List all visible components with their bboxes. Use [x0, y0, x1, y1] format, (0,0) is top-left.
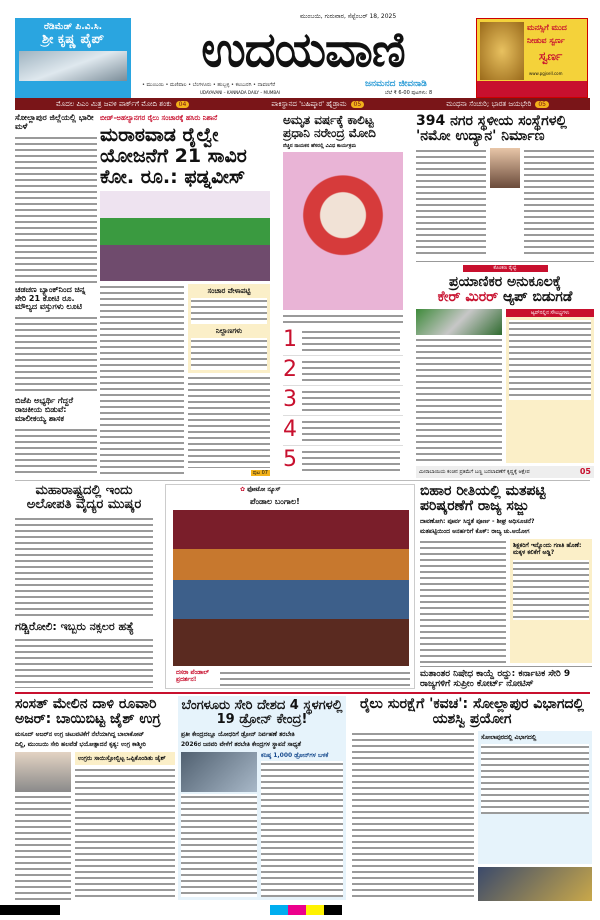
drone-bullet: 2026ರ ಜನವರಿ ವೇಳೆಗೆ ತರಬೇತಿ ಕೇಂದ್ರಗಳ ಸ್ಥಾಪನೆ ಸಾಧ್ಯತೆ [181, 741, 301, 749]
box-title: ಸೋಲಾಪುರದಲ್ಲಿ ವಿಭಾಗದಲ್ಲಿ [481, 733, 537, 741]
headline-gadchiroli[interactable]: ಗಡ್ಚಿರೋಲಿ: ಇಬ್ಬರು ನಕ್ಸಲರ ಹತ್ಯೆ [15, 620, 134, 634]
article-body [15, 315, 97, 394]
modi-photo[interactable] [283, 152, 403, 310]
headline-line: ಪ್ರಯಾಣಿಕರ ಅನುಕೂಲಕ್ಕೆ [449, 273, 561, 290]
train-kavach-photo [478, 867, 592, 901]
article-body [420, 539, 506, 663]
drone-photo [181, 752, 257, 792]
modi-column [283, 114, 403, 476]
azhar-body-row [15, 752, 175, 901]
masthead-title: ಉದಯವಾಣಿ [201, 22, 405, 78]
article-body [15, 794, 71, 901]
ad-title: ರೆಡಿಮೆಡ್ ಪಿ.ವಿ.ಸಿ. [43, 22, 103, 32]
ad-url: www.pgjsell.com [529, 71, 563, 76]
headline-modi[interactable]: ಅಮೃತ ವರ್ಷಕ್ಕೆ ಕಾಲಿಟ್ಟ ಪ್ರಧಾನಿ ನರೇಂದ್ರ ಮೋದಿ [283, 114, 376, 141]
headline-line: ಆ್ಯಪ್ ಬಿಡುಗಡೆ [502, 289, 573, 306]
headline-azhar[interactable]: ಸಂಸತ್ ಮೇಲಿನ ದಾಳಿ ರೂವಾರಿ ಅಜರ್: ಬಾಯಿಬಿಟ್ಟ ಜೈಶ್ ಉಗ್ರ [15, 697, 161, 728]
namo-body-row [416, 148, 594, 259]
pipes-image [19, 51, 127, 81]
box-title: ಆ್ಯಪ್‌ನಲ್ಲಿನ ಸೌಲಭ್ಯಗಳು [506, 309, 594, 318]
ad-line2: ನೀಡುವ ಸ್ವರ್ಣ [527, 36, 565, 45]
continued-label[interactable]: ಪುಟ 07 [252, 470, 268, 476]
konkan-text [416, 309, 502, 464]
stations-title: ನಿಲ್ದಾಣಗಳು [215, 327, 243, 336]
article-body [100, 284, 184, 476]
azhar-right [75, 752, 175, 901]
article-body [15, 516, 153, 619]
tagline: ಜನಮನದ ಜೀವನಾಡಿ [365, 79, 427, 89]
ad-swarna-jewellery[interactable] [476, 18, 588, 98]
article-body [15, 427, 97, 476]
drone-box-title: ಕನಿಷ್ಠ 1,000 ಡ್ರೋನ್‌ಗಳ ಬಳಕೆ [261, 751, 329, 759]
bihar-bullet: ಮತಪಟ್ಟಿಯಿಂದ ಅನರ್ಹರಿಗೆ ಕೊಕ್: ರಾಜ್ಯ ಚು.ಆಯೋಗ [420, 528, 530, 536]
headline-bihar[interactable]: ಬಿಹಾರ ರೀತಿಯಲ್ಲಿ ಮತಪಟ್ಟಿ ಪರಿಷ್ಕರಣೆಗೆ ರಾಜ್ಯ ಸಜ್ಜು [420, 484, 546, 515]
right-column [416, 114, 594, 478]
headline-red-part: ಕೇರ್ ಮಿರರ್ [437, 289, 499, 306]
ad-shree-krishna-pipe[interactable] [15, 18, 131, 98]
photo-news-label: ✿ ಫೋಟೋ ನ್ಯೂಸ್ [240, 486, 281, 493]
train-photo [416, 309, 502, 335]
article-body [416, 337, 502, 464]
divider [15, 692, 590, 694]
box-title: ಶಿಕ್ಷಕರಿಗೆ ಇನ್ನೊಂದು ಗಣತಿ ಹೊಣೆ: ಮಕ್ಕಳ ಕಲಿಕೆಗೆ ಅಡ್ಡಿ? [513, 541, 582, 557]
box-body [191, 338, 267, 370]
photo-side-label: ದಸರಾ ಪೆಂಡಾಲ್ ಪ್ರದರ್ಶನ! [176, 669, 209, 684]
kavach-column [352, 697, 592, 901]
shinde-photo [490, 148, 520, 188]
headline-konkan[interactable] [416, 275, 594, 306]
point-item: 2 [283, 356, 403, 386]
teaser-item[interactable]: ಪಾಕಿಸ್ಥಾನದ 'ಬಹಿಷ್ಕಾರ' ಹೈಡ್ರಾಮ 05 [271, 100, 364, 109]
fadnavis-flag-photo[interactable] [100, 191, 270, 281]
rail-side [188, 284, 270, 476]
jewellery-image [480, 22, 524, 80]
teaser-item[interactable]: ಮಂಧನಾ ಸೆಂಚುರಿ; ಭಾರತ ಜಯಭೇರಿ 05 [446, 100, 549, 109]
photo-news-title: ಪೆಂಡಾಲ ಬಂಗಾಲ! [250, 497, 300, 506]
article-body [416, 148, 486, 259]
azhar-bullet: ದಿಲ್ಲಿ, ಮುಂಬಯಿ ಸೇರಿ ಹಲವೆಡೆ ಭಯೋತ್ಪಾದನೆ ಕೃತ್ಯ: ಉಗ್ರ ಕಾಶ್ಮೀರಿ [15, 741, 146, 749]
edition-list: • ಮುಂಬಯಿ • ಮಣಿಪಾಲ • ಬೆಂಗಳೂರು • ಹುಬ್ಬಳ್ಳಿ • ಕಲಬುರಗಿ • ದಾವಣಗೆರೆ [142, 82, 276, 88]
kavach-body-row [352, 731, 592, 901]
article-body [181, 794, 257, 897]
drone-left [181, 752, 257, 897]
drone-bullet: ಪ್ರತೀ ಕೇಂದ್ರದಲ್ಲೂ ಯೋಧರಿಗೆ ಡ್ರೋನ್ ನಿರ್ವಹಣೆ ತರಬೇತಿ [181, 730, 295, 738]
konkan-kicker: ಕೊಂಕಣ ರೈಲ್ವೆ [463, 265, 548, 272]
photo-caption [220, 670, 410, 686]
app-features-box [506, 309, 594, 464]
bihar-bullet: ದಾವಣೋಗಿ: ಪೂರ್ವ ಸಿದ್ಧತೆ ಪೂರ್ಣ - ಶೀಘ್ರ ಅಧಿಸೂಚನೆ? [420, 517, 535, 525]
schedule-box [188, 284, 270, 373]
article-body [15, 135, 97, 283]
article-body [524, 148, 594, 259]
headline-drone[interactable]: ಬೆಂಗಳೂರು ಸೇರಿ ದೇಶದ 4 ಸ್ಥಳಗಳಲ್ಲಿ 19 ಡ್ರೋನ್ ಕೇಂದ್ರ! [181, 698, 343, 728]
azhar-box [75, 752, 175, 766]
box-body [191, 298, 267, 324]
section2-right-column [420, 484, 592, 690]
azhar-column [15, 697, 175, 901]
teachers-box [510, 539, 592, 663]
price: ಬೆಲೆ ₹ 6-00 ಪುಟಗಳು: 8 [385, 90, 433, 96]
headline-kavach[interactable]: ರೈಲು ಸುರಕ್ಷೆಗೆ 'ಕವಚ': ಸೋಲ್ಲಾಪುರ ವಿಭಾಗದಲ್ಲಿ ಯಶಸ್ವಿ ಪ್ರಯೋಗ [359, 697, 585, 728]
headline-solapur-rain[interactable]: ಸೋಲ್ಲಾಪುರ ಜಿಲ್ಲೆಯಲ್ಲಿ ಭಾರೀ ಮಳೆ [15, 114, 94, 131]
rail-column [100, 114, 270, 476]
divider [416, 261, 594, 262]
article-body [188, 375, 270, 468]
rail-kicker: ಬೀಡ್-ಅಹಲ್ಯಾನಗರ ರೈಲು ಸಂಚಾರಕ್ಕೆ ಹಸಿರು ನಿಶಾನೆ [100, 114, 218, 122]
ad-line1: ಮನಸ್ಸಿಗೆ ಮುದ [527, 23, 567, 32]
bihar-body-row [420, 539, 592, 663]
azhar-left [15, 752, 71, 901]
rail-body-row [100, 284, 270, 476]
article-body [75, 767, 175, 901]
article-body [352, 731, 474, 901]
modi-points-list [283, 326, 403, 476]
box-title: ಉಗ್ರರು ಸಾಯಿಸ್ತೋಲ್ಬಿಟ್ಟ ಒಪ್ಪಿಕೊಂಡಿತು ಜೈಶ್ [78, 754, 166, 762]
headline-doctors-strike[interactable]: ಮಹಾರಾಷ್ಟ್ರದಲ್ಲಿ ಇಂದು ಅಲೋಪತಿ ವೈದ್ಯರ ಮುಷ್ಕರ [26, 484, 142, 513]
left-column [15, 114, 97, 476]
headline-maratwada-rail[interactable]: ಮರಾಠವಾಡ ರೈಲ್ವೇ ಯೋಜನೆಗೆ 21 ಸಾವಿರ ಕೋ. ರೂ.: ಫಡ್ನವೀಸ್ [100, 124, 247, 189]
ad-branches [477, 81, 587, 97]
article-body [261, 761, 343, 897]
headline-namo-udyan[interactable]: 394 ನಗರ ಸ್ಥಳೀಯ ಸಂಸ್ಥೆಗಳಲ್ಲಿ 'ನಮೋ ಉದ್ಯಾನ' ನಿರ್ಮಾಣ [416, 114, 567, 145]
headline-conversion-law[interactable]: ಮತಾಂತರ ನಿಷೇಧ ಕಾಯ್ದೆ ರದ್ದು: ಕರ್ನಾಟಕ ಸೇರಿ 9 ರಾಜ್ಯಗಳಿಗೆ ಸುಪ್ರೀಂ ಕೋರ್ಟ್ ನೋಟಿಸ್ [420, 669, 571, 690]
drone-panel [178, 696, 346, 900]
article-body [15, 637, 153, 688]
drone-right [261, 752, 343, 897]
photo-caption [283, 313, 403, 323]
print-color-strip [0, 905, 600, 915]
divider [420, 666, 592, 667]
teaser-bar [15, 98, 590, 110]
headline-bank[interactable]: ಚಡಚಣ ಬ್ಯಾಂಕ್‌ನಿಂದ ಚಿನ್ನ ಸೇರಿ 21 ಕೋಟಿ ರೂ. ಮೌಲ್ಯದ ವಸ್ತುಗಳು ಲೂಟಿ [15, 284, 86, 312]
point-item: 4 [283, 416, 403, 446]
ad-brand: ಸ್ವರ್ಣ [539, 49, 563, 63]
point-item: 3 [283, 386, 403, 416]
masthead-subtitle: UDAYAVANI – KANNADA DAILY – MUMBAI [200, 90, 281, 95]
dateline: ಮುಂಬಯಿ, ಗುರುವಾರ, ಸೆಪ್ಟೆಂಬರ್ 18, 2025 [300, 13, 397, 20]
teaser-item[interactable]: ಮೊದಲ ಪಿಎಂ ಮಿತ್ರ ಜವಳಿ ಪಾರ್ಕ್‌ಗೆ ಮೋದಿ ಶಂಕು 04 [56, 100, 189, 109]
azhar-photo [15, 752, 71, 792]
drone-body-row [181, 752, 343, 897]
konkan-footer[interactable]: ಮೀರಾಬಾಯಿಯ ಕಂಚಿನ ಪ್ರತಿಮೆಗೆ ಬಣ್ಣ ಬದಲಾವಣೆಗೆ ಕೃಷ್ಣಕ್ಕೆ ಆಕ್ಷೇಪ 05 [416, 466, 594, 478]
schedule-title: ಸಂಚಾರ ವೇಳಾಪಟ್ಟಿ [207, 287, 251, 296]
point-item: 1 [283, 326, 403, 356]
azhar-bullet: ಮಸೂದ್ ಅಜರ್‌ನ ಉಗ್ರ ಚಟುವಟಿಕೆಗೆ ನೆಲೆಯಾಗಿದ್ದ ಬಾಲಾಕೋಟ್ [15, 730, 145, 738]
point-item: 5 [283, 446, 403, 476]
section2-left-column [15, 484, 153, 688]
modi-subhead: ನೆಚ್ಚಿನ ನಾಯಕನ ಹೆಸರಲ್ಲಿ ವಿವಿಧ ಕಾರ್ಯಕ್ರಮ [283, 143, 357, 150]
divider [15, 480, 590, 481]
pandal-photo[interactable] [173, 510, 409, 666]
ad-brand: ಶ್ರೀ ಕೃಷ್ಣ ಪೈಪ್ [41, 32, 105, 47]
kavach-box [478, 731, 592, 864]
konkan-body-row [416, 309, 594, 464]
headline-bjp[interactable]: ಬಿಜೆಪಿ ಅಭ್ಯರ್ಥಿ ಗೆದ್ದರೆ ರಾಜಕೀಯ ಬಿಡುವೆ: ಮಾಲೀಕಯ್ಯ ಶಾಸಕ [15, 396, 74, 423]
kavach-right [478, 731, 592, 901]
